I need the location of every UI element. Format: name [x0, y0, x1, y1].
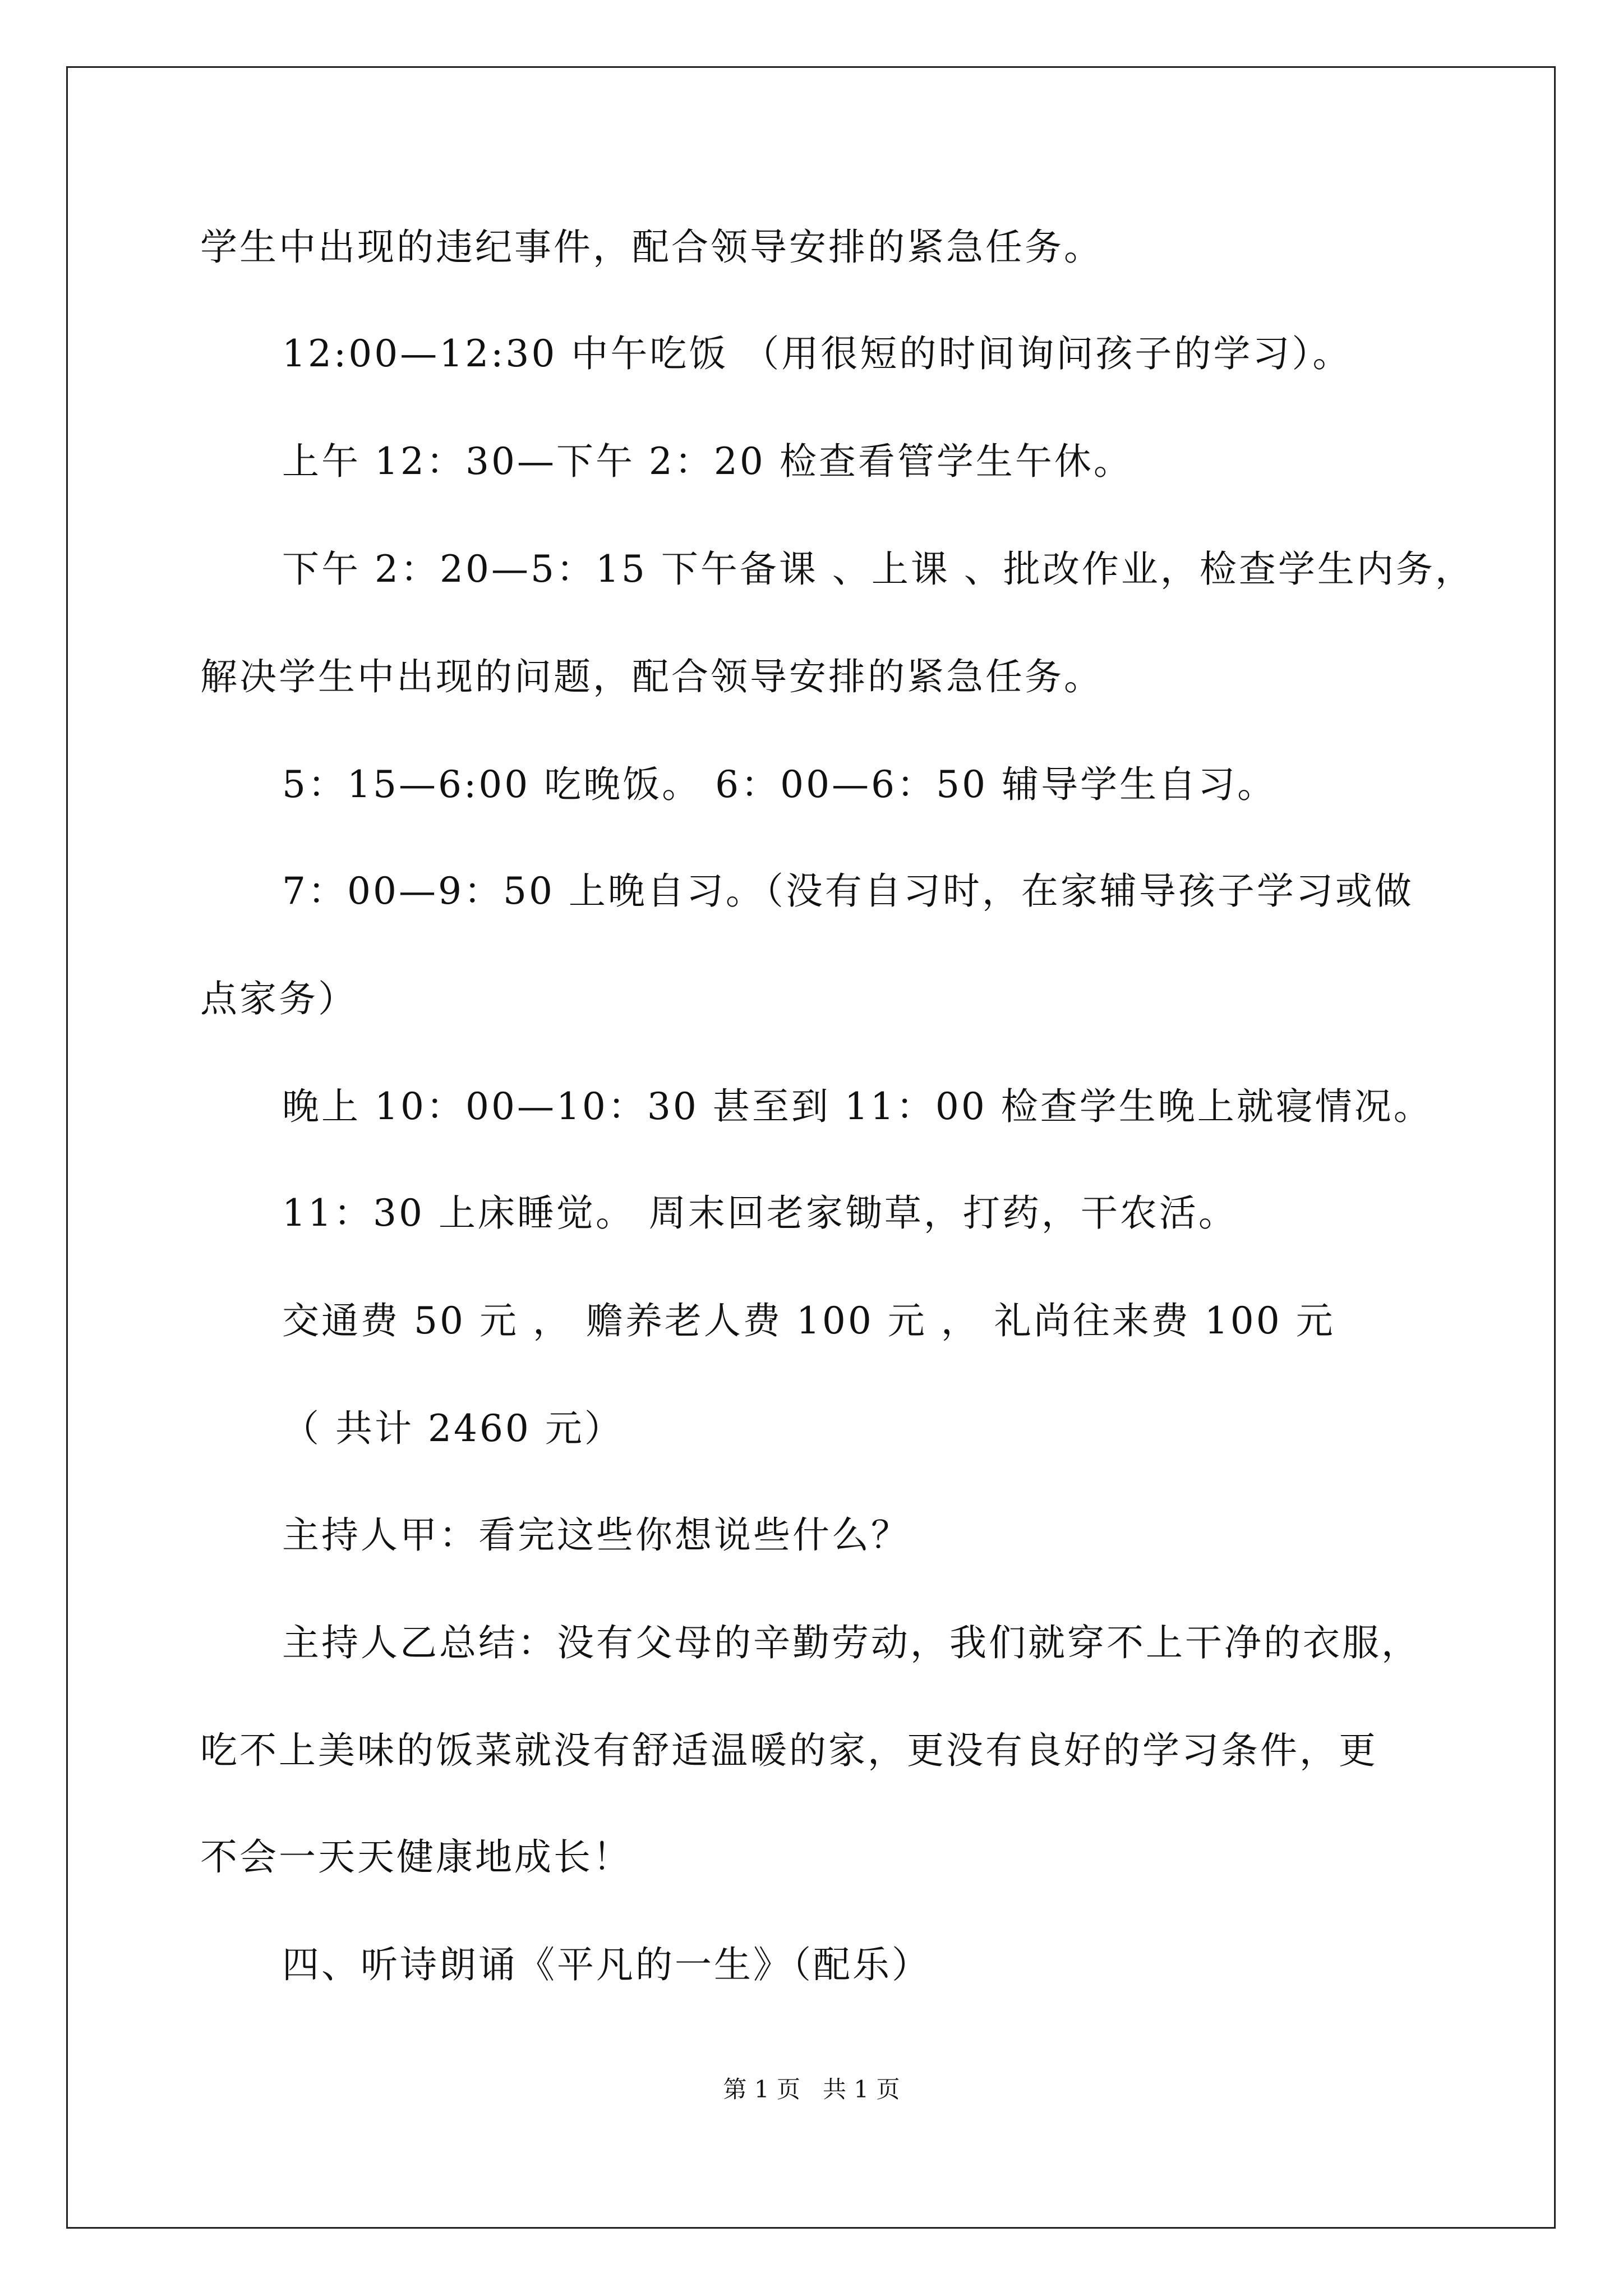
text-line-15: 吃不上美味的饭菜就没有舒适温暖的家，更没有良好的学习条件，更 — [200, 1729, 1378, 1772]
text-line-3: 上午 12：30—下午 2：20 检查看管学生午休。 — [282, 440, 1133, 483]
text-line-10: 11：30 上床睡觉。 周末回老家锄草，打药，干农活。 — [282, 1191, 1238, 1235]
page-footer: 第 1 页 共 1 页 — [723, 2076, 900, 2103]
text-line-8: 点家务） — [200, 977, 357, 1020]
text-line-6: 5：15—6:00 吃晚饭。 6：00—6：50 辅导学生自习。 — [282, 763, 1277, 806]
text-line-2: 12:00—12:30 中午吃饭 （用很短的时间询问孩子的学习）。 — [282, 332, 1352, 375]
text-line-14: 主持人乙总结：没有父母的辛勤劳动，我们就穿不上干净的衣服， — [282, 1621, 1421, 1664]
text-line-1: 学生中出现的违纪事件，配合领导安排的紧急任务。 — [200, 226, 1103, 269]
text-line-11: 交通费 50 元 ， 赡养老人费 100 元 ， 礼尚往来费 100 元 — [282, 1299, 1335, 1342]
text-line-16: 不会一天天健康地成长！ — [200, 1835, 632, 1879]
text-line-7: 7：00—9：50 上晚自习。（没有自习时，在家辅导孩子学习或做 — [282, 869, 1414, 913]
text-line-5: 解决学生中出现的问题，配合领导安排的紧急任务。 — [200, 655, 1103, 698]
text-line-13: 主持人甲：看完这些你想说些什么？ — [282, 1513, 910, 1557]
page-border — [66, 66, 1556, 2229]
text-line-12: （ 共计 2460 元） — [282, 1407, 624, 1450]
text-line-4: 下午 2：20—5：15 下午备课 、上课 、批改作业，检查学生内务， — [282, 547, 1474, 591]
text-line-9: 晚上 10：00—10：30 甚至到 11：00 检查学生晚上就寝情况。 — [282, 1085, 1433, 1128]
text-line-17: 四、听诗朗诵《平凡的一生》（配乐） — [282, 1943, 931, 1986]
